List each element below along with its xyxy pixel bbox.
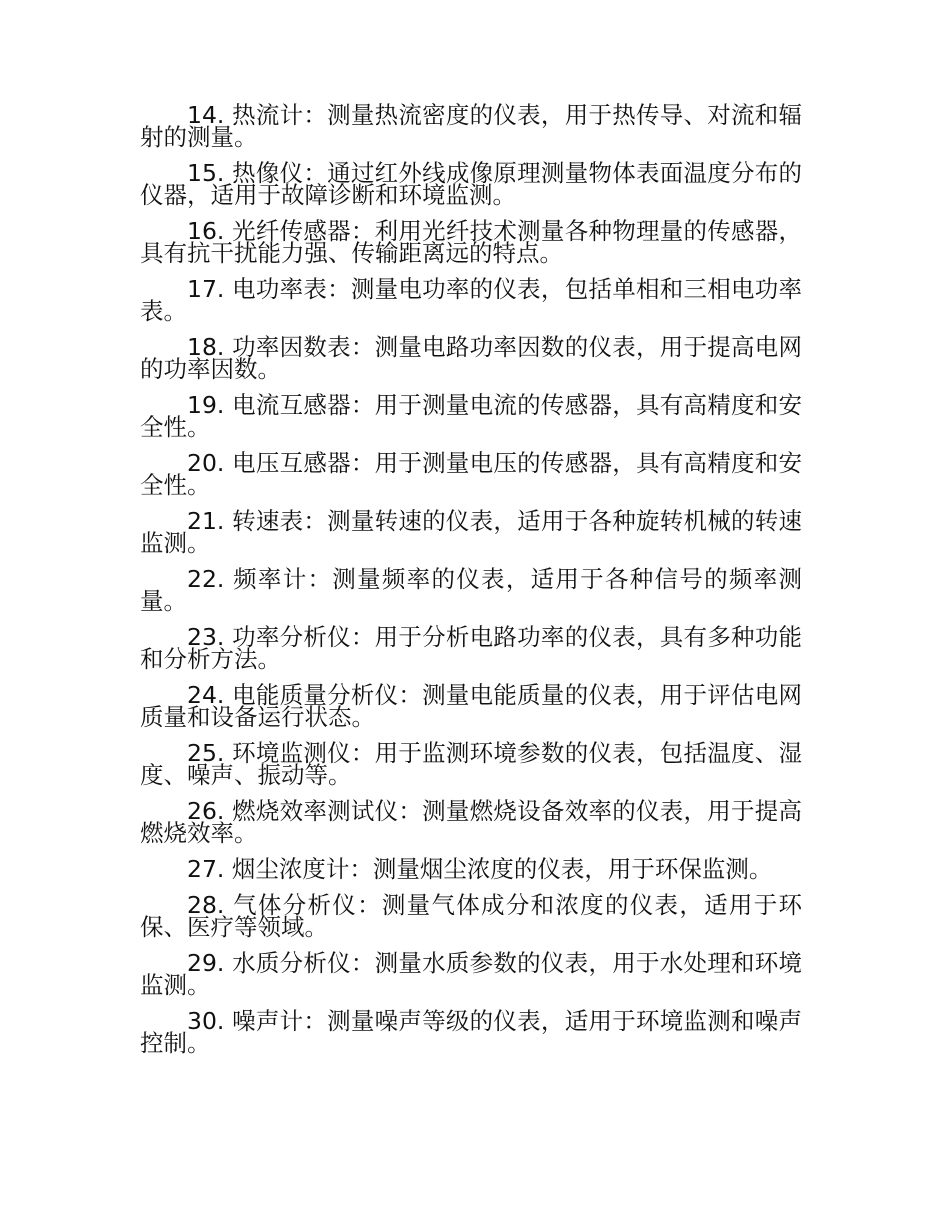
list-item: 18. 功率因数表：测量电路功率因数的仪表，用于提高电网的功率因数。 bbox=[140, 333, 802, 383]
list-item: 20. 电压互感器：用于测量电压的传感器，具有高精度和安全性。 bbox=[140, 449, 802, 499]
list-item: 30. 噪声计：测量噪声等级的仪表，适用于环境监测和噪声控制。 bbox=[140, 1007, 802, 1057]
list-item: 22. 频率计：测量频率的仪表，适用于各种信号的频率测量。 bbox=[140, 565, 802, 615]
list-item: 25. 环境监测仪：用于监测环境参数的仪表，包括温度、湿度、噪声、振动等。 bbox=[140, 739, 802, 789]
list-item: 15. 热像仪：通过红外线成像原理测量物体表面温度分布的仪器，适用于故障诊断和环境监测。 bbox=[140, 159, 802, 209]
list-item: 23. 功率分析仪：用于分析电路功率的仪表，具有多种功能和分析方法。 bbox=[140, 623, 802, 673]
list-item: 28. 气体分析仪：测量气体成分和浓度的仪表，适用于环保、医疗等领域。 bbox=[140, 891, 802, 941]
list-item: 27. 烟尘浓度计：测量烟尘浓度的仪表，用于环保监测。 bbox=[187, 855, 773, 883]
list-item: 24. 电能质量分析仪：测量电能质量的仪表，用于评估电网质量和设备运行状态。 bbox=[140, 681, 802, 731]
list-item: 19. 电流互感器：用于测量电流的传感器，具有高精度和安全性。 bbox=[140, 391, 802, 441]
list-item: 17. 电功率表：测量电功率的仪表，包括单相和三相电功率表。 bbox=[140, 275, 802, 325]
instrument-list bbox=[140, 101, 802, 1068]
list-item: 16. 光纤传感器：利用光纤技术测量各种物理量的传感器，具有抗干扰能力强、传输距离远的特点。 bbox=[140, 217, 802, 267]
list-item: 26. 燃烧效率测试仪：测量燃烧设备效率的仪表，用于提高燃烧效率。 bbox=[140, 797, 802, 847]
list-item: 21. 转速表：测量转速的仪表，适用于各种旋转机械的转速监测。 bbox=[140, 507, 802, 557]
list-item: 29. 水质分析仪：测量水质参数的仪表，用于水处理和环境监测。 bbox=[140, 949, 802, 999]
list-item: 14. 热流计：测量热流密度的仪表，用于热传导、对流和辐射的测量。 bbox=[140, 101, 802, 151]
